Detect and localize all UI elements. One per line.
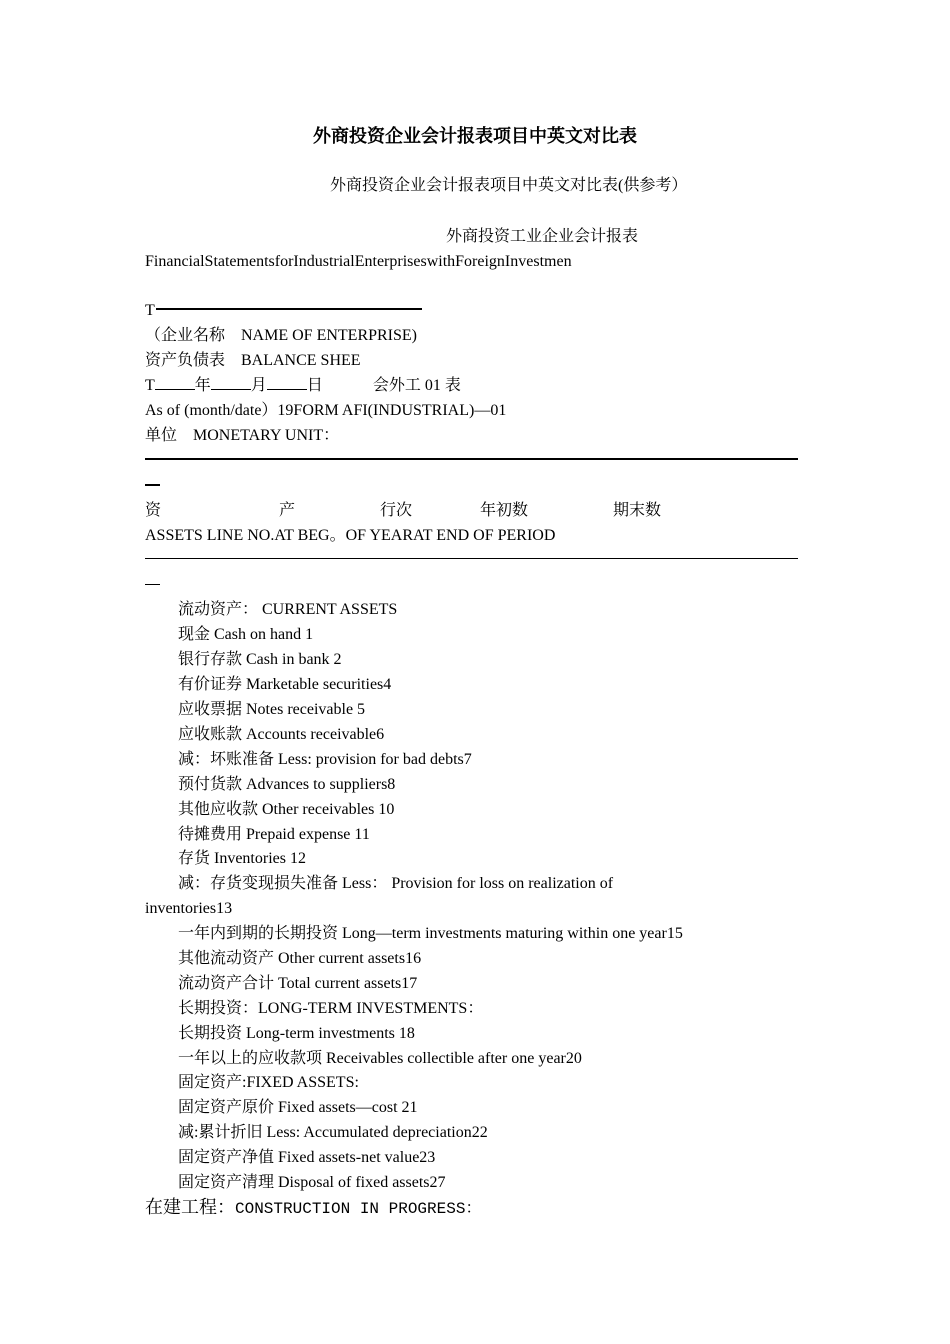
list-item: 存货 Inventories 12 [178,850,306,867]
document-title: 外商投资企业会计报表项目中英文对比表 [313,126,637,146]
header-beginning: 年初数 [480,502,529,519]
list-item: 一年以上的应收款项 Receivables collectible after one year20 [178,1050,582,1067]
header-line-no: 行次 [380,502,413,519]
list-item: 预付货款 Advances to suppliers8 [178,776,396,793]
document-subtitle: 外商投资企业会计报表项目中英文对比表(供参考） [330,177,688,194]
date-line [145,373,461,398]
date-day: 日 [306,377,323,394]
construction-cn: 在建工程： [145,1197,235,1218]
form-code: 会外工 01 表 [372,377,461,394]
list-item: 减:累计折旧 Less: Accumulated depreciation22 [178,1124,488,1141]
list-item-wrap: inventories13 [145,900,233,917]
year-blank [155,375,195,390]
list-item: 其他流动资产 Other current assets16 [178,950,422,967]
list-item: 长期投资 Long-term investments 18 [178,1025,415,1042]
header-assets-1: 资 [145,502,162,519]
t-prefix: T [145,302,155,319]
list-item: 有价证券 Marketable securities4 [178,676,392,693]
header-top-rule [145,458,798,460]
header-ending: 期末数 [613,502,662,519]
date-t: T [145,377,155,394]
as-of-line: As of (month/date）19FORM AFI(INDUSTRIAL)—01 [145,402,507,419]
balance-sheet-title: 资产负债表 BALANCE SHEE [145,352,361,369]
construction-heading [145,1194,481,1223]
header-top-rule-wrap [145,484,160,486]
header-bottom-rule-wrap [145,584,160,585]
list-item: 一年内到期的长期投资 Long—term investments maturing within one year15 [178,925,683,942]
header-assets-2: 产 [279,502,296,519]
list-item: 银行存款 Cash in bank 2 [178,651,342,668]
header-en: ASSETS LINE NO.AT BEG。OF YEARAT END OF PERIOD [145,527,556,544]
date-year: 年 [194,377,211,394]
t-divider [156,308,422,310]
list-item: 现金 Cash on hand 1 [178,626,314,643]
list-item: 应收账款 Accounts receivable6 [178,726,385,743]
list-item: 其他应收款 Other receivables 10 [178,801,395,818]
day-blank [267,375,307,390]
list-item: 固定资产原价 Fixed assets—cost 21 [178,1099,418,1116]
list-item: 长期投资：LONG-TERM INVESTMENTS： [178,1000,484,1017]
month-blank [211,375,251,390]
list-item: 流动资产： CURRENT ASSETS [178,601,398,618]
list-item: 固定资产:FIXED ASSETS: [178,1074,359,1091]
list-item: 应收票据 Notes receivable 5 [178,701,366,718]
list-item: 待摊费用 Prepaid expense 11 [178,826,370,843]
header-bottom-rule [145,558,798,559]
monetary-unit: 单位 MONETARY UNIT： [145,427,340,444]
list-item: 减：坏账准备 Less: provision for bad debts7 [178,751,472,768]
list-item: 固定资产清理 Disposal of fixed assets27 [178,1174,446,1191]
enterprise-name: （企业名称 NAME OF ENTERPRISE) [145,327,418,344]
report-name-en: FinancialStatementsforIndustrialEnterpriseswithForeignInvestmen [145,253,572,270]
list-item: 流动资产合计 Total current assets17 [178,975,418,992]
construction-en: CONSTRUCTION IN PROGRESS： [235,1200,482,1218]
report-name-cn: 外商投资工业企业会计报表 [446,228,639,245]
list-item: 减：存货变现损失准备 Less： Provision for loss on realization of [178,875,614,892]
list-item: 固定资产净值 Fixed assets-net value23 [178,1149,436,1166]
date-month: 月 [250,377,267,394]
